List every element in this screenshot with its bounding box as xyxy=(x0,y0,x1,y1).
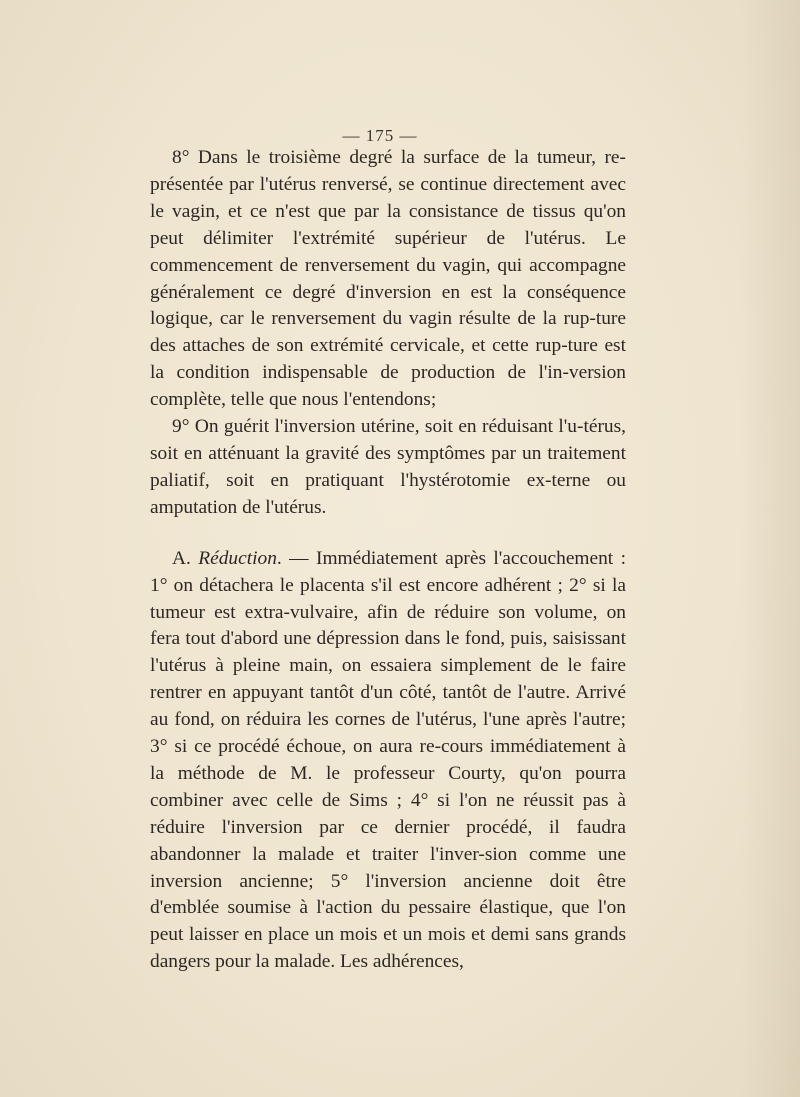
page-edge-shading xyxy=(740,0,800,1097)
paragraph-8: 8° Dans le troisième degré la surface de la tumeur, re-présentée par l'utérus renversé, se continue directement avec le vagin, et ce n'est que par la consistance de tissus qu'on peut délimiter l'extrémité supérieur de l'utérus. Le commencement de renversement du vagin, qui accompagne généralement ce degré d'inversion en est la conséquence logique, car le renversement du vagin résulte de la rup-ture des attaches de son extrémité cervicale, et cette rup-ture est la condition indispensable de production de l'in-version complète, telle que nous l'entendons; xyxy=(150,147,626,411)
section-title-reduction: Réduction xyxy=(198,547,277,569)
paragraph-reduction-text: . — Immédiatement après l'accouchement : 1° on détachera le placenta s'il est encore adhérent ; 2° si la tumeur est extra-vulvaire, afin de réduire son volume, on fera tout d'abord une dépression dans le fond, puis, saisissant l'utérus à pleine main, on essaiera simplement de le faire rentrer en appuyant tantôt d'un côté, tantôt de l'autre. Arrivé au fond, on réduira les cornes de l'utérus, l'une après l'autre; 3° si ce procédé échoue, on aura re-cours immédiatement à la méthode de M. le professeur Courty, qu'on pourra combiner avec celle de Sims ; 4° si l'on ne réussit pas à réduire l'inversion par ce dernier procédé, il faudra abandonner la malade et traiter l'inver-sion comme une inversion ancienne; 5° l'inversion ancienne doit être d'emblée soumise à l'action du pessaire élastique, que l'on peut laisser en place un mois et un mois et demi sans grands dangers pour la malade. Les adhérences, xyxy=(150,547,627,973)
page-number: — 175 — xyxy=(342,126,418,145)
section-letter: A. xyxy=(172,547,199,569)
paragraph-reduction xyxy=(150,546,626,977)
body-text xyxy=(150,145,626,976)
paragraph-9: 9° On guérit l'inversion utérine, soit en réduisant l'u-térus, soit en atténuant la gravité des symptômes par un traitement paliatif, soit en pratiquant l'hystérotomie ex-terne ou amputation de l'utérus. xyxy=(150,416,626,518)
